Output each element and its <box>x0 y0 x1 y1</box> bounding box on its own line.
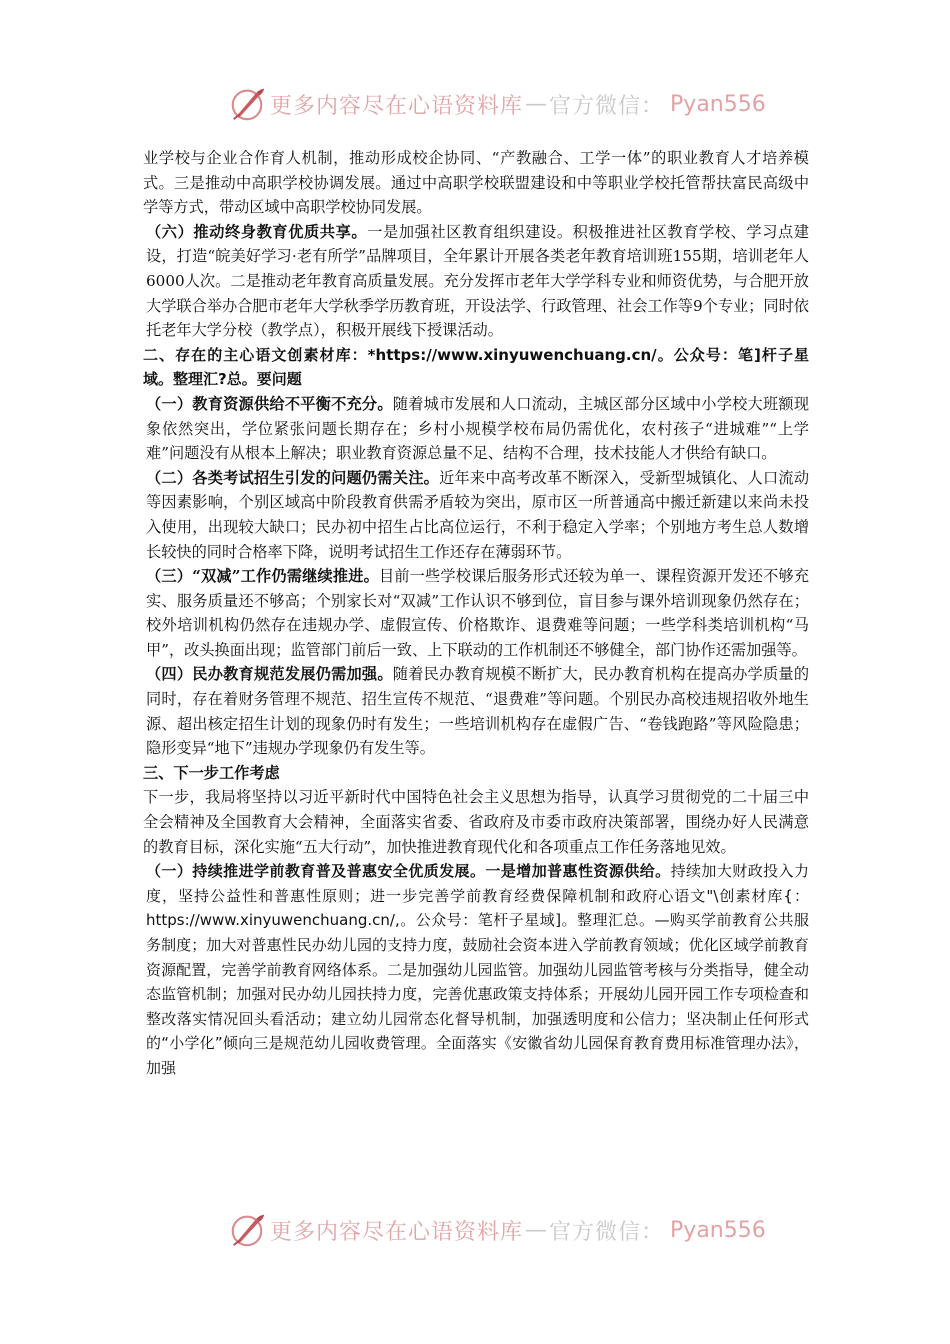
header-banner <box>228 84 766 124</box>
paragraph-heading: 三、下一步工作考虑 <box>143 763 280 782</box>
paragraph <box>143 392 809 466</box>
paragraph-heading: （六）推动终身教育优质共享。 <box>146 222 368 241</box>
paragraph <box>143 343 809 392</box>
paragraph-heading: （一）持续推进学前教育普及普惠安全优质发展。一是增加普惠性资源供给。 <box>146 862 671 881</box>
paragraph <box>143 220 809 343</box>
paragraph <box>143 662 809 760</box>
banner-text: 更多内容尽在心语资料库 <box>270 93 524 119</box>
banner-separator: — <box>525 91 548 117</box>
paragraph-text: 随着民办教育规模不断扩大，民办教育机构在提高办学质量的同时，存在着财务管理不规范、招生宣传不规范、“退费难”等问题。个别民办高校违规招收外地生源、超出核定招生计划的现象仍时有发生；一些培训机构存在虚假广告、“卷钱跑路”等风险隐患；隐形变异“地下”违规办学现象仍有发生等。 <box>146 665 810 758</box>
paragraph <box>143 859 809 1080</box>
paragraph-text: 随着城市发展和人口流动，主城区部分区域中小学校大班额现象依然突出，学位紧张问题长期存在；乡村小规模学校布局仍需优化，农村孩子“进城难”“上学难”问题没有从根本上解决；职业教育资源总量不足、结构不合理，技术技能人才供给有缺口。 <box>146 394 810 463</box>
paragraph-heading: 二、存在的主心语文创素材库：*https://www.xinyuwenchuang.cn/。公众号：笔]杆子星域。整理汇?总。要问题 <box>143 345 809 389</box>
document-body <box>143 146 809 1081</box>
paragraph <box>143 761 809 786</box>
banner-separator: — <box>525 1217 548 1243</box>
banner-account-label: 官方微信： <box>549 93 665 119</box>
quill-pen-icon <box>228 1211 266 1249</box>
paragraph-heading: （三）“双减”工作仍需继续推进。 <box>146 567 379 586</box>
paragraph <box>143 466 809 564</box>
paragraph-heading: （一）教育资源供给不平衡不充分。 <box>146 394 393 413</box>
paragraph <box>143 146 809 220</box>
paragraph <box>143 785 809 859</box>
paragraph-text: 持续加大财政投入力度，坚持公益性和普惠性原则；进一步完善学前教育经费保障机制和政府心语文"\创素材库{：https://www.xinyuwenchuang.cn/,。公众号：笔杆子星域]。整理汇总。—购买学前教育公共服务制度；加大对普惠性民办幼儿园的支持力度，鼓励社会资本进入学前教育领域；优化区域学前教育资源配置，完善学前教育网络体系。二是加强幼儿园监管。加强幼儿园监管考核与分类指导，健全动态监管机制；加强对民办幼儿园扶持力度，完善优惠政策支持体系；开展幼儿园开园工作专项检查和整改落实情况回头看活动；建立幼儿园常态化督导机制，加强透明度和公信力；坚决制止任何形式的“小学化”倾向三是规范幼儿园收费管理。全面落实《安徽省幼儿园保育教育费用标准管理办法》，加强 <box>146 862 809 1077</box>
paragraph-text: 目前一些学校课后服务形式还较为单一、课程资源开发还不够充实、服务质量还不够高；个别家长对“双减”工作认识不够到位，盲目参与课外培训现象仍然存在；校外培训机构仍然存在违规办学、虚假宣传、价格欺诈、退费难等问题；一些学科类培训机构“马甲”，改头换面出现；监管部门前后一致、上下联动的工作机制还不够健全，部门协作还需加强等。 <box>146 567 810 659</box>
paragraph <box>143 564 809 662</box>
paragraph-heading: （二）各类考试招生引发的问题仍需关注。 <box>146 468 440 487</box>
paragraph-heading: （四）民办教育规范发展仍需加强。 <box>146 665 393 684</box>
banner-account-id: Pyan556 <box>670 1217 766 1243</box>
paragraph-text: 近年来中高考改革不断深入，受新型城镇化、人口流动等因素影响，个别区域高中阶段教育供需矛盾较为突出，原市区一所普通高中搬迁新建以来尚未投入使用，出现较大缺口；民办初中招生占比高位运行，不利于稳定入学率；个别地方考生总人数增长较快的同时合格率下降，说明考试招生工作还存在薄弱环节。 <box>146 468 810 561</box>
banner-account-label: 官方微信： <box>549 1219 665 1245</box>
banner-text: 更多内容尽在心语资料库 <box>270 1219 524 1245</box>
footer-banner <box>228 1210 766 1250</box>
paragraph-text: 业学校与企业合作育人机制，推动形成校企协同、“产教融合、工学一体”的职业教育人才培养模式。三是推动中高职学校协调发展。通过中高职学校联盟建设和中等职业学校托管帮扶富民高级中学等方式，带动区域中高职学校协同发展。 <box>143 149 809 217</box>
paragraph-text: 下一步，我局将坚持以习近平新时代中国特色社会主义思想为指导，认真学习贯彻党的二十届三中全会精神及全国教育大会精神，全面落实省委、省政府及市委市政府决策部署，围绕办好人民满意的教育目标，深化实施“五大行动”，加快推进教育现代化和各项重点工作任务落地见效。 <box>143 788 809 856</box>
paragraph-text: 一是加强社区教育组织建设。积极推进社区教育学校、学习点建设，打造“皖美好学习·老有所学”品牌项目，全年累计开展各类老年教育培训班155期，培训老年人6000人次。二是推动老年教育高质量发展。充分发挥市老年大学学科专业和师资优势，与合肥开放大学联合举办合肥市老年大学秋季学历教育班，开设法学、行政管理、社会工作等9个专业；同时依托老年大学分校（教学点），积极开展线下授课活动。 <box>146 222 810 340</box>
quill-pen-icon <box>228 85 266 123</box>
banner-account-id: Pyan556 <box>670 91 766 117</box>
